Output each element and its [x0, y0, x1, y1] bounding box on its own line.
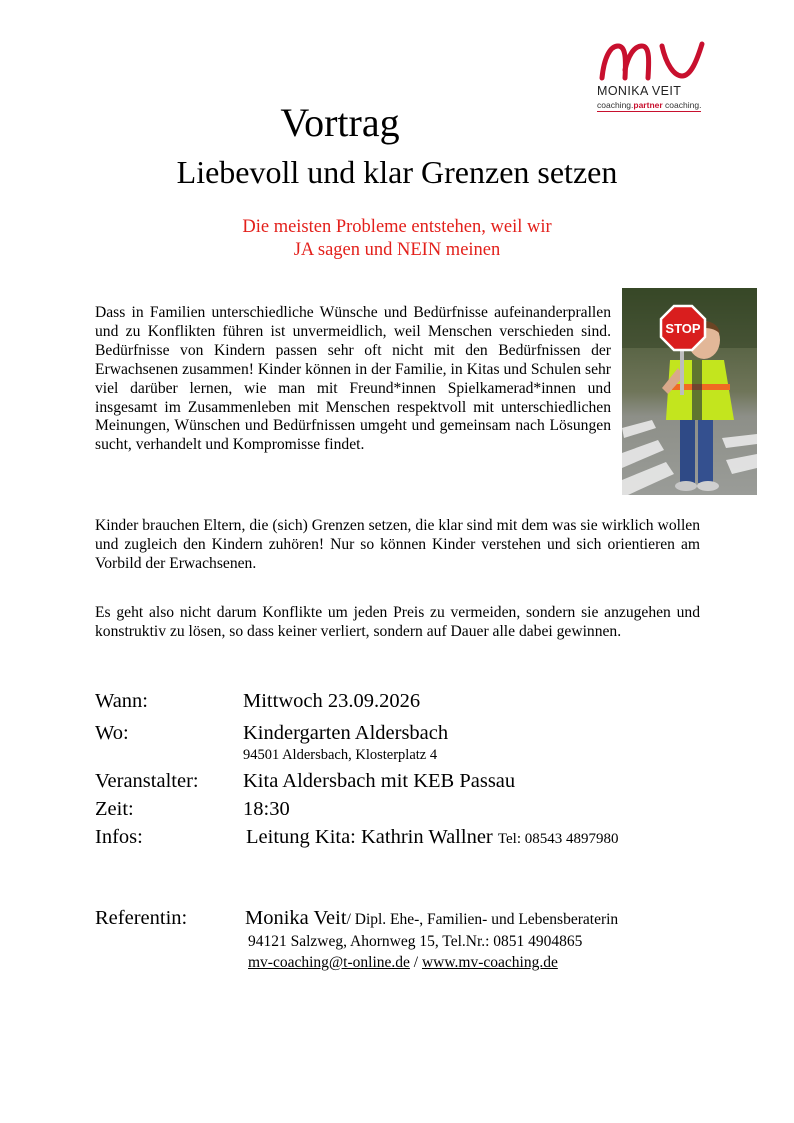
slogan-line-1: Die meisten Probleme entstehen, weil wir — [242, 217, 552, 237]
slogan-line-2: JA sagen und NEIN meinen — [293, 240, 501, 260]
website-link[interactable]: www.mv-coaching.de — [421, 954, 558, 971]
wo-label: Wo: — [95, 722, 129, 744]
veranstalter-value: Kita Aldersbach mit KEB Passau — [243, 770, 516, 792]
veranstalter-label: Veranstalter: — [95, 770, 199, 792]
referent-label: Referentin: — [95, 907, 188, 929]
wo-value: Kindergarten Aldersbach — [243, 722, 449, 744]
logo-tagline: coaching.partner coaching. — [597, 100, 702, 110]
email-link[interactable]: mv-coaching@t-online.de — [248, 954, 410, 971]
paragraph-2: Kinder brauchen Eltern, die (sich) Grenzen setzen, die klar sind mit dem was sie wirklich wollen und zugleich den Kindern zuhören! Nur so können Kinder verstehen und sich orientieren am Vorbild der Erwachsenen. — [95, 517, 700, 572]
mv-logo-mark-icon — [596, 40, 706, 82]
zeit-value: 18:30 — [243, 798, 290, 820]
referent-name: Monika Veit — [245, 907, 347, 929]
link-separator: / — [409, 954, 422, 971]
paragraph-1: Dass in Familien unterschiedliche Wünsche und Bedürfnisse aufeinanderprallen und zu Konflikten führen ist unvermeidlich, weil Menschen verschieden sind. Bedürfnisse von Kindern passen sehr oft nicht mit den Bedürfnissen der Erwachsenen zusammen! Kinder können in der Familie, in Kitas und Schulen sehr viel darüber lernen, wie man mit Freund*innen Spielkamerad*innen und insgesamt im Zusammenleben mit Menschen respektvoll mit unterschiedlichen Meinungen, Wünschen und Bedürfnissen umgeht und gemeinsam nach Lösungen sucht, verhandelt und Kompromisse findet. — [95, 304, 611, 454]
paragraph-3: Es geht also nicht darum Konflikte um jeden Preis zu vermeiden, sondern sie anzugehen und konstruktiv zu lösen, so dass keiner verliert, sondern auf Dauer alle dabei gewinnen. — [95, 604, 700, 640]
stop-sign-text: STOP — [665, 321, 701, 336]
wann-value: Mittwoch 23.09.2026 — [243, 690, 421, 712]
infos-label: Infos: — [95, 826, 143, 848]
infos-phone: Tel: 08543 4897980 — [497, 831, 619, 847]
zeit-label: Zeit: — [95, 798, 134, 820]
slogan — [0, 216, 794, 262]
infos-value — [246, 825, 619, 851]
wann-label: Wann: — [95, 690, 149, 712]
page-subtitle: Liebevoll und klar Grenzen setzen — [176, 154, 618, 190]
infos-contact: Leitung Kita: Kathrin Wallner — [246, 826, 493, 848]
referent-line — [245, 906, 618, 932]
referent-address: 94121 Salzweg, Ahornweg 15, Tel.Nr.: 0851 4904865 — [248, 933, 583, 950]
referent-links — [248, 953, 558, 972]
referent-title: / Dipl. Ehe-, Familien- und Lebensberaterin — [346, 911, 619, 928]
child-stop-sign-photo — [622, 288, 757, 495]
page-title: Vortrag — [280, 100, 400, 145]
wo-address: 94501 Aldersbach, Klosterplatz 4 — [243, 747, 438, 763]
logo-name: MONIKA VEIT — [597, 84, 682, 98]
